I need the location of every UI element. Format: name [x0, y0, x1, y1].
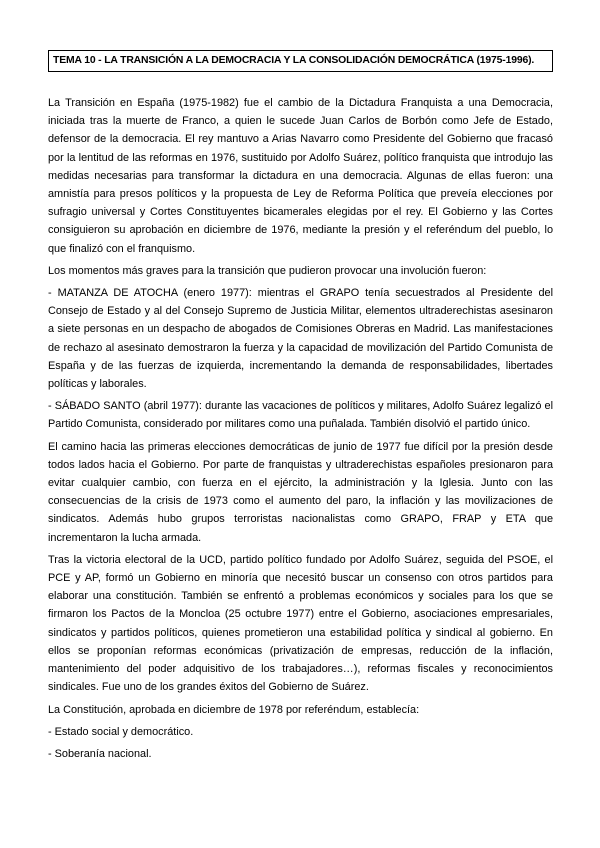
document-title: TEMA 10 - LA TRANSICIÓN A LA DEMOCRACIA Y LA CONSOLIDACIÓN DEMOCRÁTICA (1975-1996).	[48, 50, 553, 72]
paragraph-ucd-moncloa: Tras la victoria electoral de la UCD, partido político fundado por Adolfo Suárez, seguida del PSOE, el PCE y AP, formó un Gobierno en minoría que necesitó buscar un consenso con otros partidos para elaborar una constitución. También se enfrentó a problemas económicos y sociales para los que se firmaron los Pactos de la Moncloa (25 octubre 1977) entre el Gobierno, asociaciones empresariales, sindicatos y partidos políticos, quienes prometieron una estabilidad política y sindical al gobierno. En ellos se proponían reformas económicas (privatización de empresas, reducción de la inflación, mantenimiento del poder adquisitivo de los trabajadores…), reformas fiscales y reconocimientos sindicales. Fue uno de los grandes éxitos del Gobierno de Suárez.	[48, 553, 553, 694]
paragraph-critical-moments: Los momentos más graves para la transición que pudieron provocar una involución fueron:	[48, 264, 487, 277]
paragraph-constitucion: La Constitución, aprobada en diciembre de 1978 por referéndum, establecía:	[48, 703, 420, 716]
document-page	[48, 50, 553, 767]
paragraph-matanza-atocha: - MATANZA DE ATOCHA (enero 1977): mientras el GRAPO tenía secuestrados al Presidente del Consejo de Estado y al del Consejo Supremo de Justicia Militar, elementos ultraderechistas asesinaron a siete personas en un despacho de abogados de Comisiones Obreras en Madrid. Las manifestaciones de rechazo al asesinato demostraron la fuerza y la capacidad de movilización del Partido Comunista de España y de las fuerzas de izquierda, incrementando la demanda de responsabilidades, libertades políticas y laborales.	[48, 287, 553, 391]
paragraph-elecciones-1977: El camino hacia las primeras elecciones democráticas de junio de 1977 fue difícil por la presión desde todos lados hacia el Gobierno. Por parte de franquistas y ultraderechistas españoles presionaron para evitar cualquier cambio, con fuerza en el ejército, la administración y la Iglesia. Junto con las consecuencias de la crisis de 1973 como el aumento del paro, la inflación y las movilizaciones de sindicatos. Además hubo grupos terroristas nacionalistas como GRAPO, FRAP y ETA que incrementaron la lucha armada.	[48, 440, 553, 544]
list-item-estado-social: - Estado social y democrático.	[48, 725, 194, 738]
document-body	[48, 94, 553, 763]
paragraph-sabado-santo: - SÁBADO SANTO (abril 1977): durante las vacaciones de políticos y militares, Adolfo Suárez legalizó el Partido Comunista, considerado por militares como una puñalada. También disolvió el partido único.	[48, 400, 553, 431]
paragraph-intro: La Transición en España (1975-1982) fue el cambio de la Dictadura Franquista a una Democracia, iniciada tras la muerte de Franco, a quien le sucede Juan Carlos de Borbón como Jefe de Estado, defensor de la democracia. El rey mantuvo a Arias Navarro como Presidente del Gobierno que fracasó por la lentitud de las reformas en 1976, sustituido por Adolfo Suárez, político franquista que introdujo las medidas necesarias para transformar la dictadura en una democracia. Algunas de ellas fueron: una amnistía para presos políticos y la propuesta de Ley de Reforma Política que preveía elecciones por sufragio universal y Cortes Constituyentes bicamerales elegidas por el rey. El Gobierno y las Cortes consiguieron su aprobación en diciembre de 1976, mediante la presión y el referéndum del pueblo, lo que finalizó con el franquismo.	[48, 97, 553, 255]
list-item-soberania: - Soberanía nacional.	[48, 747, 152, 760]
